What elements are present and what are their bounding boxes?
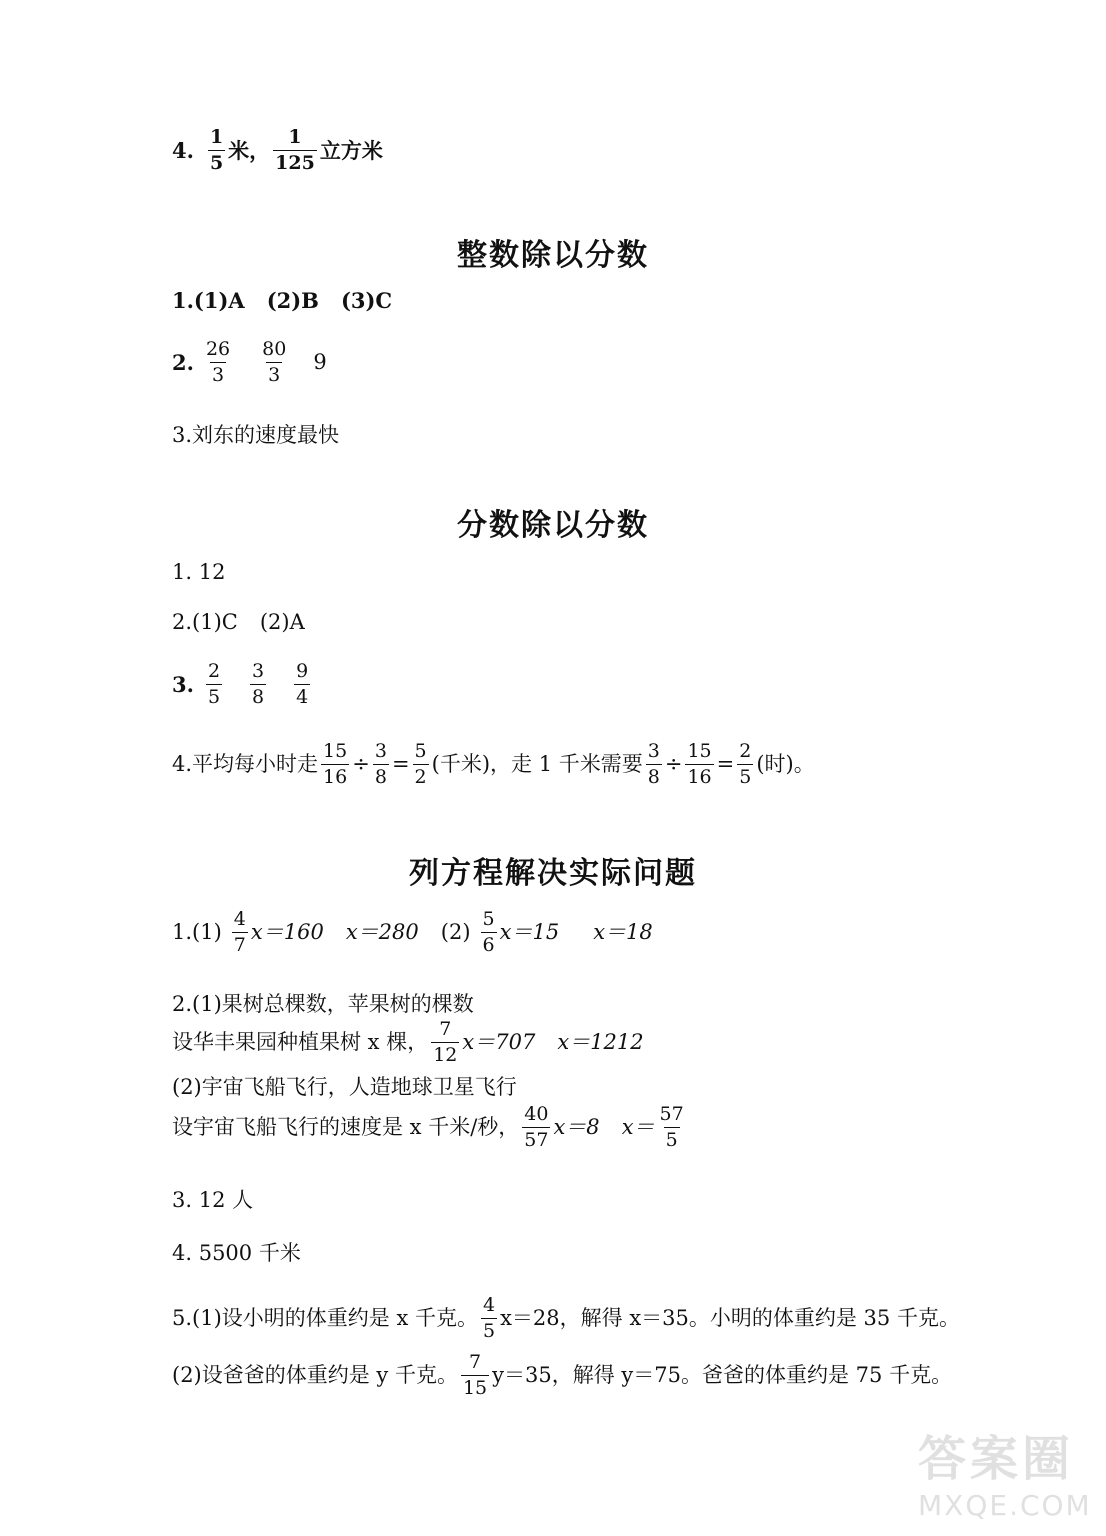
fraction: $\frac{3}{8}$: [374, 740, 387, 788]
section-title: 列方程解决实际问题: [409, 856, 697, 891]
answer-line: 2.(1)果树总棵数，苹果树的棵数: [172, 992, 474, 1016]
item-number: 4.: [172, 138, 194, 163]
fraction: $\frac{5}{2}$: [414, 740, 427, 788]
fraction: $\frac{1}{5}$: [209, 126, 224, 174]
answer-line: 4.平均每小时走 $\frac{15}{16}$ ÷ $\frac{3}{8}$ = $\frac{5}{2}$ (千米)，走 1 千米需要 $\frac{3}{8}$ ÷ $\frac{15}{16}$ = $\frac{2}{5}$ (时)。: [172, 740, 815, 788]
answer-line: 2.(1)C (2)A: [172, 610, 305, 634]
watermark: [918, 1420, 1098, 1530]
watermark-logo: 答案圈: [918, 1431, 1075, 1487]
answer-line: 1.(1) $\frac{4}{7}$ x＝160 x＝280 (2) $\frac{5}{6}$ x＝15 x＝18: [172, 908, 653, 956]
answer-line: 5.(1)设小明的体重约是 x 千克。 $\frac{4}{5}$ x＝28，解得 x＝35。小明的体重约是 35 千克。: [172, 1294, 960, 1342]
answer-line: 设宇宙飞船飞行的速度是 x 千米/秒， $\frac{40}{57}$ x＝8 x＝ $\frac{57}{5}$: [172, 1103, 684, 1151]
answer-line: 1.(1)A (2)B (3)C: [172, 288, 393, 313]
fraction: $\frac{26}{3}$: [205, 338, 231, 386]
answer-line: 3.刘东的速度最快: [172, 423, 340, 447]
fraction: $\frac{5}{6}$: [482, 908, 495, 956]
section-title: 整数除以分数: [457, 238, 649, 273]
answer-line: (2)设爸爸的体重约是 y 千克。 $\frac{7}{15}$ y＝35，解得 y＝75。爸爸的体重约是 75 千克。: [172, 1351, 953, 1399]
fraction: $\frac{57}{5}$: [659, 1103, 684, 1151]
fraction: $\frac{7}{15}$: [462, 1351, 488, 1399]
section-title: 分数除以分数: [457, 508, 649, 543]
answer-line: 4. 5500 千米: [172, 1241, 301, 1265]
fraction: $\frac{80}{3}$: [262, 338, 287, 386]
fraction: $\frac{3}{8}$: [647, 740, 660, 788]
answer-line: 3. $\frac{2}{5}$ $\frac{3}{8}$ $\frac{9}{4}$: [172, 660, 309, 708]
answer-line: 设华丰果园种植果树 x 棵， $\frac{7}{12}$ x＝707 x＝1212: [172, 1018, 644, 1066]
unit-text: 米，: [228, 138, 271, 163]
fraction: $\frac{40}{57}$: [524, 1103, 549, 1151]
fraction: $\frac{2}{5}$: [739, 740, 752, 788]
fraction: $\frac{15}{16}$: [687, 740, 712, 788]
answer-line: 1. 12: [172, 560, 226, 584]
fraction: $\frac{7}{12}$: [433, 1018, 458, 1066]
watermark-url: MXQE.COM: [918, 1489, 1092, 1522]
fraction: $\frac{9}{4}$: [296, 660, 309, 708]
answer-line: 3. 12 人: [172, 1188, 254, 1212]
answer-line: (2)宇宙飞船飞行，人造地球卫星飞行: [172, 1075, 517, 1099]
fraction: $\frac{4}{5}$: [482, 1294, 496, 1342]
unit-text: 立方米: [319, 138, 383, 163]
fraction: $\frac{1}{125}$: [275, 126, 315, 174]
answer-line: 2. $\frac{26}{3}$ $\frac{80}{3}$ 9: [172, 338, 327, 386]
fraction: $\frac{4}{7}$: [233, 908, 246, 956]
answer-top-4: [172, 128, 383, 173]
fraction: $\frac{15}{16}$: [323, 740, 348, 788]
fraction: $\frac{3}{8}$: [252, 660, 265, 708]
fraction: $\frac{2}{5}$: [207, 660, 221, 708]
